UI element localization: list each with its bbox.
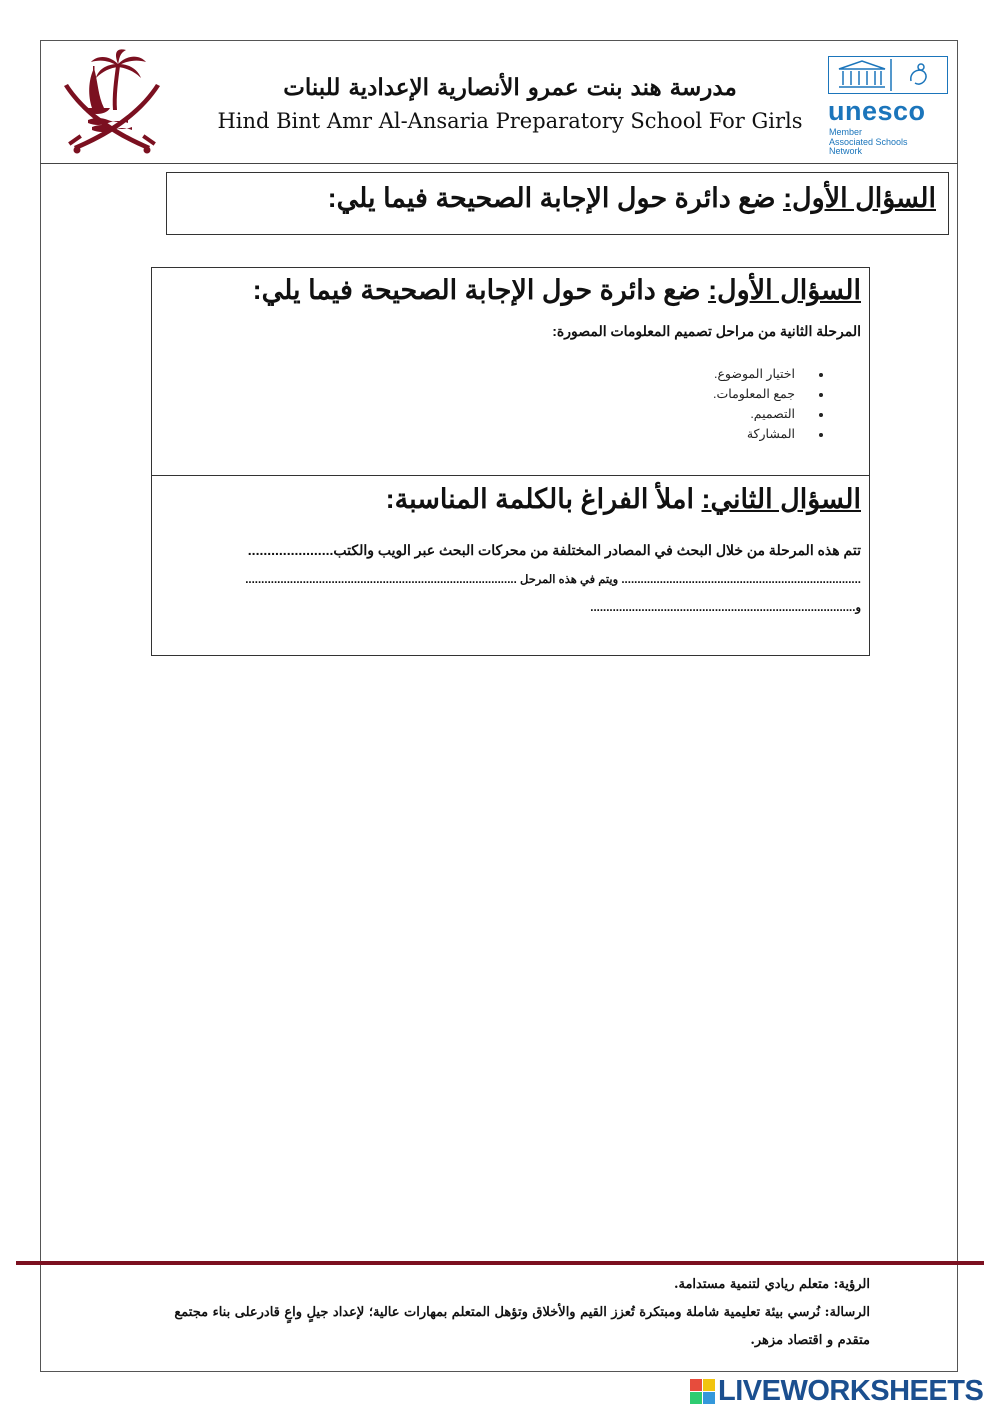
unesco-temple-icon	[829, 57, 947, 93]
question2-text: املأ الفراغ بالكلمة المناسبة:	[385, 484, 694, 514]
fill-blank-line-3[interactable]: و...................................................................................	[590, 602, 861, 614]
school-name-english: Hind Bint Amr Al-Ansaria Preparatory School For Girls	[217, 109, 803, 133]
option-item[interactable]: • التصميم.	[152, 404, 809, 424]
question1-label: السؤال الأول:	[708, 275, 861, 305]
unesco-sub-line: Member	[829, 127, 863, 137]
option-item[interactable]: • المشاركة	[152, 424, 809, 444]
question1-prompt: المرحلة الثانية من مراحل تصميم المعلومات المصورة:	[552, 323, 861, 339]
question2-section	[152, 476, 869, 622]
banner-text: ضع دائرة حول الإجابة الصحيحة فيما يلي:	[327, 183, 776, 213]
fill-blank-line-2[interactable]: ........................................................................... ويتم في هذه المرحل .....................................................................................	[245, 574, 861, 586]
school-emblem-icon	[58, 46, 166, 156]
liveworksheets-logo-icon	[690, 1379, 716, 1405]
header-divider	[40, 163, 958, 164]
question1-section	[152, 268, 869, 476]
school-name-arabic: مدرسة هند بنت عمرو الأنصارية الإعدادية للبنات	[283, 74, 737, 101]
unesco-emblem-box	[828, 56, 948, 94]
liveworksheets-wordmark: LIVEWORKSHEETS	[718, 1375, 984, 1407]
question-banner	[166, 172, 949, 235]
question2-label: السؤال الثاني:	[701, 484, 861, 514]
liveworksheets-watermark	[690, 1375, 990, 1407]
question1-options	[152, 364, 861, 444]
page-frame	[40, 40, 958, 1372]
option-item[interactable]: • اختيار الموضوع.	[152, 364, 809, 384]
school-footer	[150, 1271, 870, 1355]
option-item[interactable]: • جمع المعلومات.	[152, 384, 809, 404]
unesco-subtitle	[829, 128, 908, 157]
unesco-sub-line: Associated Schools	[829, 136, 908, 147]
worksheet-box	[151, 267, 870, 656]
question1-heading	[152, 273, 861, 307]
school-titles	[200, 72, 820, 136]
unesco-wordmark: unesco	[828, 96, 926, 126]
banner-label: السؤال الأول:	[783, 183, 936, 213]
unesco-sub-line: Network	[829, 146, 863, 156]
question1-text: ضع دائرة حول الإجابة الصحيحة فيما يلي:	[252, 275, 701, 305]
fill-blank-line-1[interactable]: تتم هذه المرحلة من خلال البحث في المصادر المختلفة من محركات البحث عبر الويب والكتب......................	[247, 542, 861, 558]
mission-statement: الرسالة: نُرسي بيئة تعليمية شاملة ومبتكرة تُعزز القيم والأخلاق وتؤهل المتعلم بمهارات عالية؛ لإعداد جيلٍ واعٍ قادرعلى بناء مجتمع متقدم و اقتصاد مزهر.	[174, 1305, 870, 1348]
question2-heading	[152, 482, 861, 516]
footer-divider	[16, 1261, 984, 1265]
unesco-logo	[828, 56, 954, 154]
vision-statement: الرؤية: متعلم ريادي لتنمية مستدامة.	[673, 1277, 870, 1292]
banner-heading	[167, 181, 936, 215]
